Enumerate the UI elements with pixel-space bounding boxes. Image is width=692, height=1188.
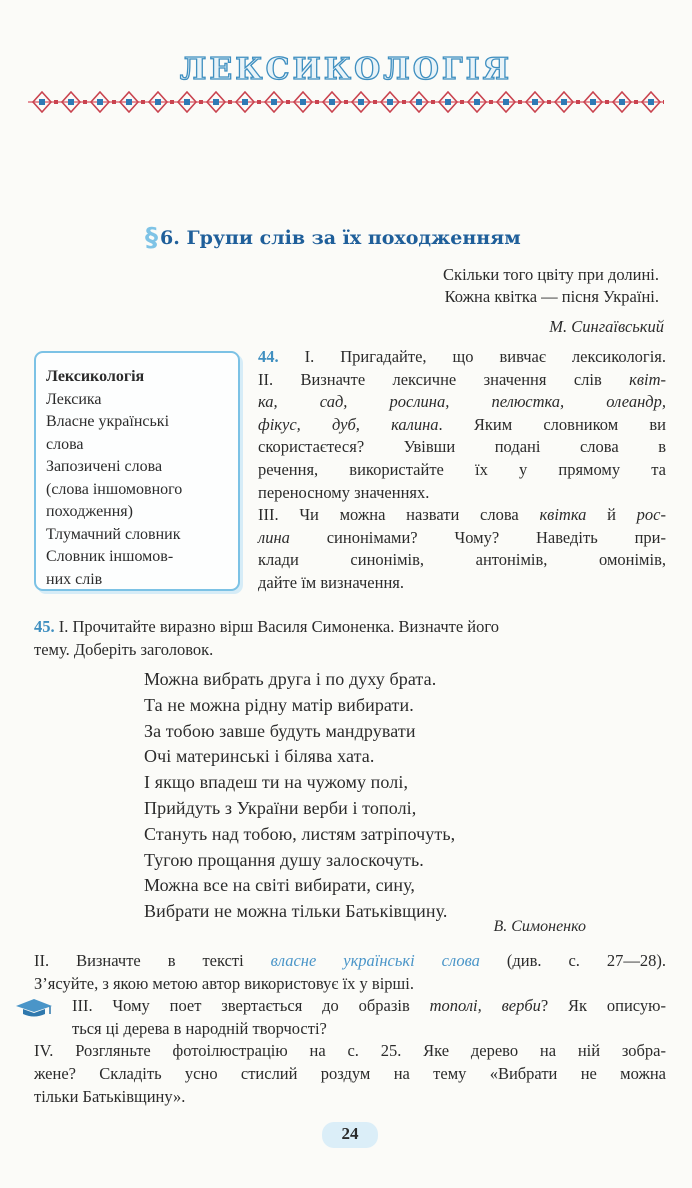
- exercise-44-line: [258, 482, 666, 505]
- section-heading: [145, 224, 521, 252]
- task-line: IV. Розгляньте фотоілюстрацію на с. 25. Яке дерево на ній зобра-: [34, 1041, 666, 1061]
- exercise-44-line: [258, 414, 666, 437]
- poem: [144, 667, 455, 925]
- exercise-text: I. Прочитайте виразно вірш Василя Симоненка. Визначте його: [54, 617, 499, 636]
- exercise-44-line: [258, 527, 666, 550]
- task-line: [34, 950, 666, 973]
- exercise-text-italic: ка, сад, рослина, пелюстка, олеандр,: [258, 392, 666, 412]
- page-number: 24: [341, 1124, 359, 1143]
- task-line: жене? Складіть усно стислий роздум на тему «Вибрати не можна: [34, 1063, 666, 1083]
- exercise-45-tasks: [34, 950, 666, 1108]
- epigraph-line: Кожна квітка — пісня Україні.: [444, 287, 659, 306]
- epigraph-line: Скільки того цвіту при долині.: [443, 265, 659, 284]
- task-text-italic: тополі, верби: [429, 996, 541, 1016]
- exercise-number: 45.: [34, 617, 55, 636]
- exercise-text-italic: лина: [258, 527, 290, 547]
- exercise-text: синонімами? Чому? Наведіть при-: [289, 527, 666, 547]
- exercise-text: клади синонімів, антонімів, омонімів,: [258, 550, 666, 570]
- exercise-44-line: [258, 459, 666, 482]
- exercise-text: й: [586, 505, 637, 525]
- keyword-item: (слова іншомовного: [46, 480, 183, 498]
- exercise-44-line: [258, 391, 666, 414]
- exercise-text-italic: квітка: [539, 505, 587, 525]
- exercise-text-italic: фікус, дуб, калина: [258, 414, 439, 434]
- keyword-list: [46, 389, 238, 592]
- exercise-44-line: [258, 504, 666, 527]
- keyword-box: [34, 351, 240, 591]
- poem-line: Можна все на світі вибирати, сину,: [144, 875, 416, 896]
- keyword-item: них слів: [46, 570, 103, 588]
- task-text: III. Чому поет звертається до образів: [72, 996, 430, 1016]
- exercise-text: II. Визначте лексичне значення слів: [258, 369, 630, 389]
- keyword-item: Запозичені слова: [46, 458, 163, 475]
- poem-line: Вибрати не можна тільки Батьківщину.: [144, 901, 448, 922]
- exercise-text: скористаєтеся? Увівши подані слова в: [258, 437, 666, 457]
- task-text: (див. с. 27—28).: [479, 951, 666, 970]
- poem-line: І якщо впадеш ти на чужому полі,: [144, 772, 409, 793]
- poem-line: Прийдуть з України верби і тополі,: [144, 797, 417, 818]
- task-line: З’ясуйте, з якою метою автор використовує їх у вірші.: [34, 973, 414, 993]
- task-line: ться ці дерева в народній творчості?: [72, 1018, 327, 1038]
- poem-line: Можна вибрать друга і по духу брата.: [144, 669, 437, 689]
- poem-line: Очі материнські і білява хата.: [144, 746, 375, 767]
- exercise-44-line: [258, 346, 666, 369]
- task-text: II. Визначте в тексті: [34, 951, 271, 970]
- embroidery-ornament: [28, 91, 664, 113]
- exercise-44-line: [258, 436, 666, 459]
- section-title: 6. Групи слів за їх походженням: [160, 227, 521, 249]
- epigraph-author: М. Сингаївський: [549, 317, 664, 336]
- exercise-text: . Яким словником ви: [438, 414, 666, 434]
- keyword-box-title: Лексикологія: [46, 368, 145, 385]
- poem-line: Стануть над тобою, листям затріпочуть,: [144, 823, 456, 844]
- task-line: тільки Батьківщину».: [34, 1086, 186, 1106]
- poem-line: За тобою завше будуть мандрувати: [144, 720, 416, 741]
- chapter-title: ЛЕКСИКОЛОГІЯ: [179, 52, 513, 87]
- exercise-text: речення, використайте їх у прямому та: [258, 459, 666, 479]
- exercise-45-line: [34, 616, 664, 639]
- poem-author: В. Симоненко: [493, 918, 586, 935]
- exercise-text: переносному значеннях.: [258, 482, 430, 502]
- keyword-item: Власне українські: [46, 413, 170, 430]
- exercise-text-italic: квіт-: [629, 369, 666, 389]
- exercise-text: I. Пригадайте, що вивчає лексикологія.: [278, 347, 666, 366]
- exercise-44: [258, 346, 666, 595]
- exercise-text-italic: рос-: [636, 505, 666, 525]
- keyword-item: Лексика: [46, 390, 102, 408]
- poem-line: Тугою прощання душу залоскочуть.: [144, 849, 424, 870]
- keyword-item: походження): [46, 503, 133, 520]
- exercise-45-intro: [34, 616, 664, 661]
- keyword-item: Тлумачний словник: [46, 525, 181, 543]
- exercise-45-line: тему. Доберіть заголовок.: [34, 639, 214, 659]
- keyword-item: слова: [46, 435, 84, 453]
- poem-line: Та не можна рідну матір вибирати.: [144, 694, 414, 715]
- exercise-44-line: [258, 572, 666, 595]
- exercise-number: 44.: [258, 347, 279, 366]
- section-mark: §: [145, 223, 158, 253]
- exercise-text: III. Чи можна назвати слова: [258, 505, 540, 525]
- exercise-44-line: [258, 369, 666, 392]
- exercise-44-line: [258, 549, 666, 572]
- keyword-item: Словник іншомов-: [46, 548, 174, 565]
- task-line: [34, 995, 666, 1018]
- task-text: ? Як описую-: [540, 996, 666, 1016]
- exercise-text: дайте їм визначення.: [258, 572, 404, 592]
- term-link: власне українські слова: [270, 951, 480, 970]
